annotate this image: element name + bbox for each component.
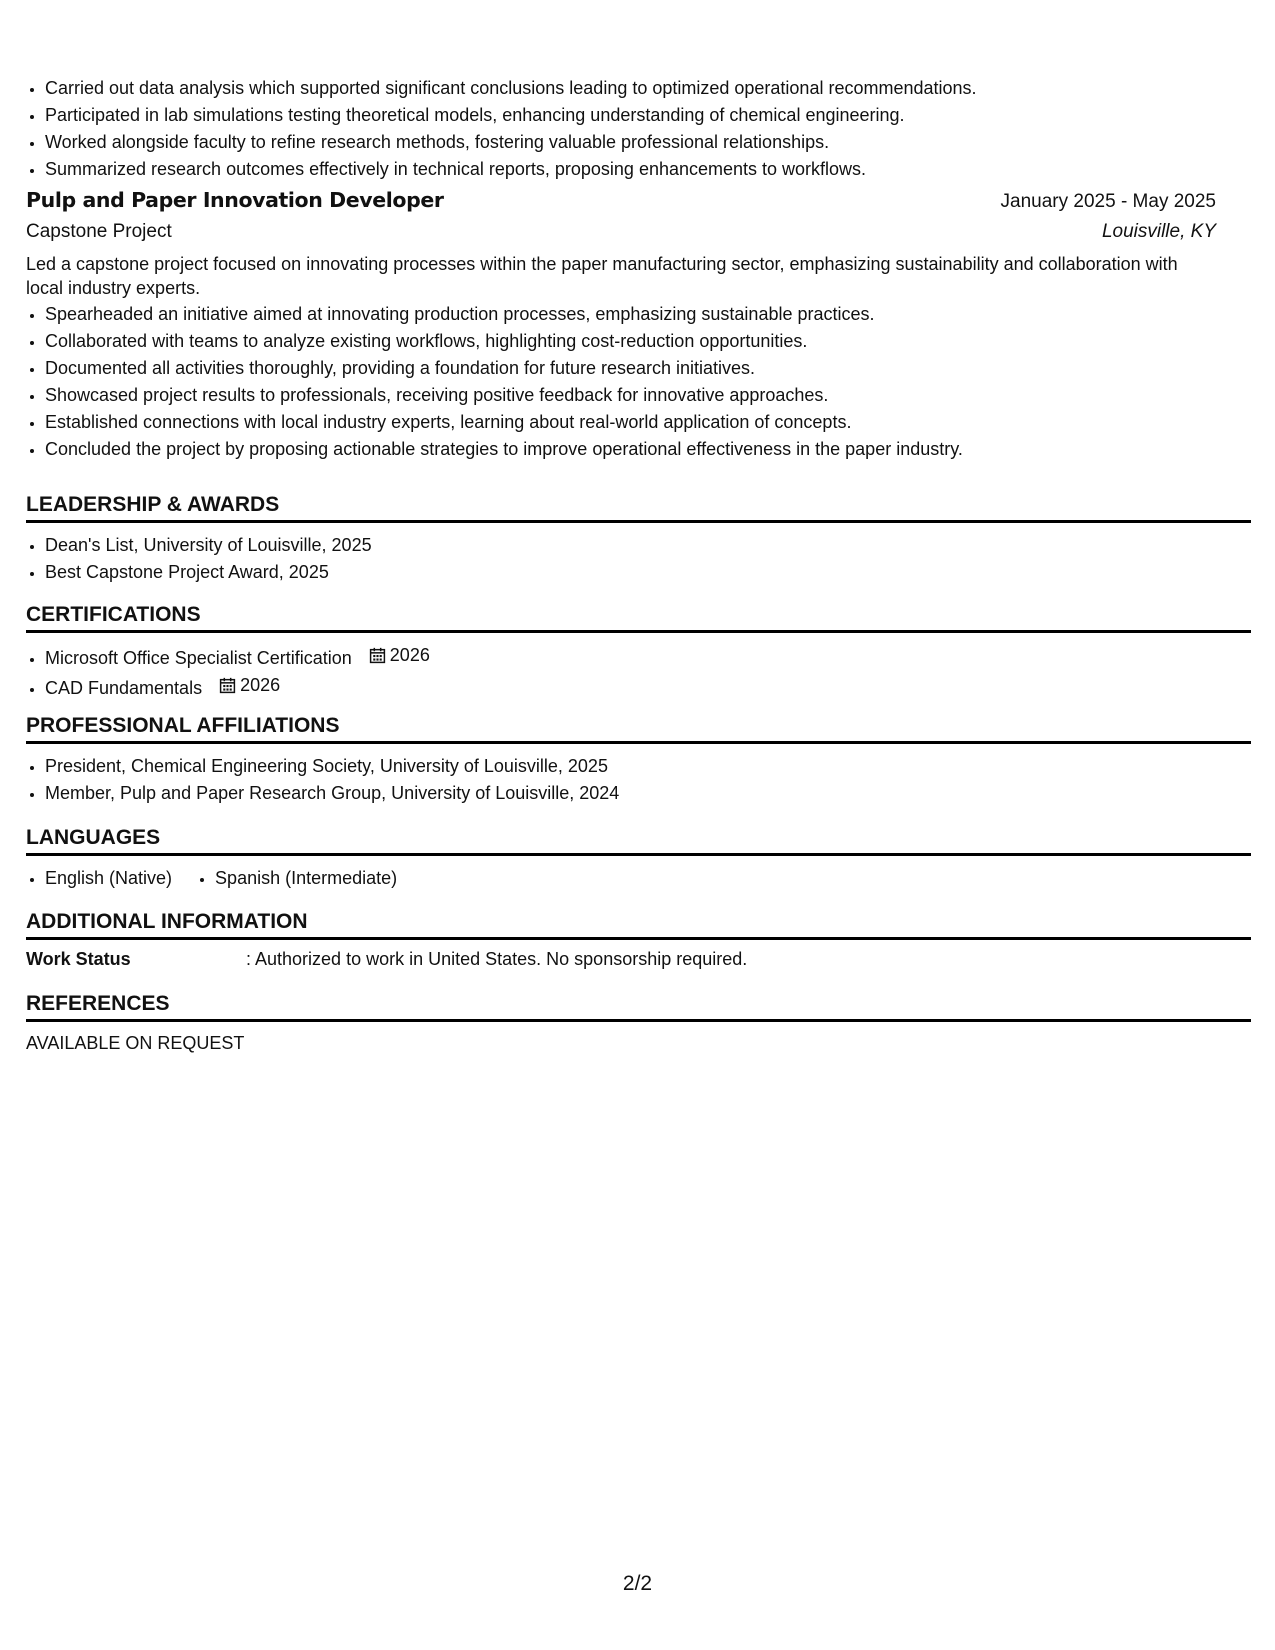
section-title: LANGUAGES [26, 826, 1251, 856]
page-number: 2/2 [622, 1572, 653, 1595]
list-item [45, 642, 1251, 672]
section-references [26, 992, 1251, 1054]
languages-list [26, 865, 1251, 892]
list-item [45, 672, 1251, 702]
list-item: • Showcased project results to professionals, receiving positive feedback for innovative approaches. [45, 382, 1216, 409]
leadership-list [26, 532, 1251, 586]
certification-name: CAD Fundamentals [45, 678, 203, 698]
section-title: ADDITIONAL INFORMATION [26, 910, 1251, 940]
work-status-value: : Authorized to work in United States. No sponsorship required. [246, 949, 748, 969]
job-entry [26, 188, 1216, 463]
certification-name: Microsoft Office Specialist Certification [45, 648, 352, 668]
list-item: • Worked alongside faculty to refine research methods, fostering valuable professional relationships. [45, 129, 1245, 156]
list-item: • Summarized research outcomes effectively in technical reports, proposing enhancements to workflows. [45, 156, 1245, 183]
section-title: PROFESSIONAL AFFILIATIONS [26, 714, 1251, 744]
job-summary: Led a capstone project focused on innovating processes within the paper manufacturing sector, emphasizing sustainability and collaboration with local industry experts. [26, 254, 1178, 298]
section-certifications [26, 603, 1251, 702]
list-item: • Concluded the project by proposing actionable strategies to improve operational effectiveness in the paper industry. [45, 436, 1216, 463]
certification-date [369, 642, 430, 669]
section-languages [26, 826, 1251, 892]
list-item: • Member, Pulp and Paper Research Group, University of Louisville, 2024 [45, 780, 1251, 807]
job-title: Pulp and Paper Innovation Developer [26, 188, 444, 212]
calendar-icon [369, 647, 386, 664]
list-item: • Established connections with local industry experts, learning about real-world application of concepts. [45, 409, 1216, 436]
list-item: • Participated in lab simulations testing theoretical models, enhancing understanding of chemical engineering. [45, 102, 1245, 129]
list-item: • President, Chemical Engineering Society, University of Louisville, 2025 [45, 753, 1251, 780]
job-organization: Capstone Project [26, 221, 172, 242]
job-location: Louisville, KY [1101, 221, 1216, 242]
certifications-list [26, 642, 1251, 702]
list-item: • Carried out data analysis which supported significant conclusions leading to optimized operational recommendations. [45, 75, 1245, 102]
list-item: • English (Native) [45, 865, 172, 892]
work-status-label: Work Status [26, 949, 131, 969]
references-text: AVAILABLE ON REQUEST [26, 1033, 245, 1053]
list-item: • Dean's List, University of Louisville, 2025 [45, 532, 1251, 559]
calendar-icon [219, 677, 236, 694]
list-item: • Spanish (Intermediate) [215, 865, 397, 892]
affiliations-list [26, 753, 1251, 807]
section-title: REFERENCES [26, 992, 1251, 1022]
section-title: CERTIFICATIONS [26, 603, 1251, 633]
job-dates: January 2025 - May 2025 [1000, 191, 1216, 212]
list-item: • Spearheaded an initiative aimed at innovating production processes, emphasizing sustainable practices. [45, 301, 1216, 328]
section-leadership [26, 493, 1251, 586]
list-item: • Best Capstone Project Award, 2025 [45, 559, 1251, 586]
certification-year: 2026 [389, 645, 430, 665]
work-status-row [26, 949, 1251, 970]
section-title: LEADERSHIP & AWARDS [26, 493, 1251, 523]
certification-year: 2026 [240, 675, 281, 695]
list-item: • Collaborated with teams to analyze existing workflows, highlighting cost-reduction opportunities. [45, 328, 1216, 355]
section-additional-information [26, 910, 1251, 970]
job-bullet-list [26, 301, 1216, 463]
experience-continued-list [26, 75, 1245, 183]
section-affiliations [26, 714, 1251, 807]
list-item: • Documented all activities thoroughly, providing a foundation for future research initiatives. [45, 355, 1216, 382]
certification-date [219, 672, 280, 699]
